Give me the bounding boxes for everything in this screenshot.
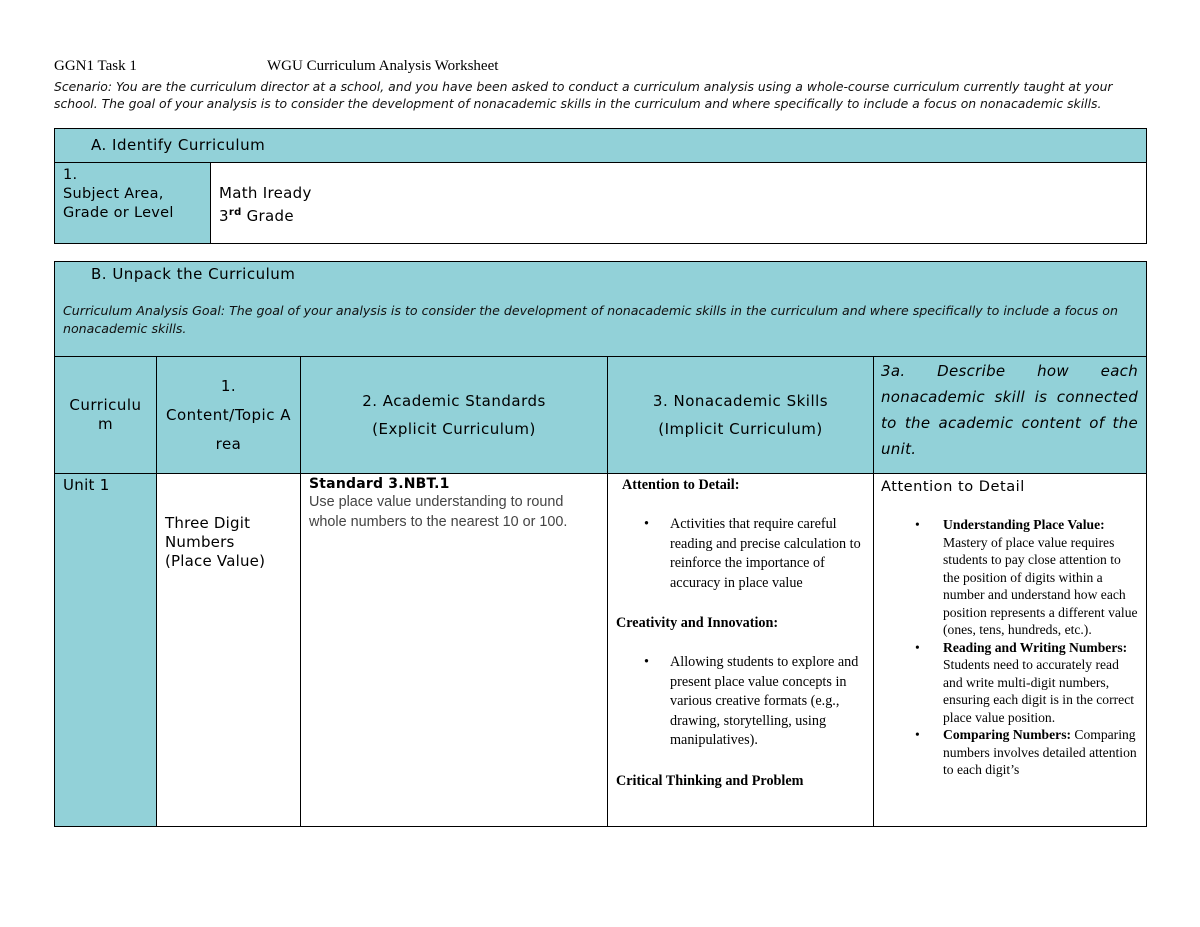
skill-critical-title: Critical Thinking and Problem: [616, 772, 804, 789]
describe-item-text: Students need to accurately read and write multi-digit numbers, ensuring each digit is in the correct place value position.: [943, 657, 1135, 725]
col-academic-line2: (Explicit Curriculum): [372, 420, 536, 438]
task-label: GGN1 Task 1: [54, 58, 137, 74]
skill-creativity-bullet: Allowing students to explore and present place value concepts in various creative formats (e.g., drawing, storytelling, using manipulatives).: [670, 654, 859, 748]
subject-area-label: [55, 163, 211, 244]
skill-attention-title: Attention to Detail:: [622, 477, 740, 493]
list-item: [644, 653, 867, 751]
list-item: [915, 726, 1140, 779]
grade-number: 3: [219, 207, 229, 225]
col-academic-standards: [301, 357, 608, 474]
standard-cell: [301, 474, 608, 827]
subject-area-line1: Subject Area,: [63, 186, 164, 202]
describe-item-title: Reading and Writing Numbers:: [943, 639, 1128, 655]
skill-attention-bullet: Activities that require careful reading and precise calculation to reinforce the importance of accuracy in place value: [670, 516, 861, 591]
bullet-icon: •: [915, 517, 920, 532]
col-content-label: Content/Topic Area: [166, 405, 291, 453]
col-academic-line1: 2. Academic Standards: [362, 392, 546, 410]
subject-area-value: [211, 163, 1147, 244]
describe-cell: [874, 474, 1147, 827]
list-item: [915, 516, 1140, 639]
topic-line1: Three Digit: [165, 514, 251, 532]
describe-item-title: Comparing Numbers:: [943, 727, 1072, 742]
col-describe-label: 3a. Describe how each nonacademic skill is connected to the academic content of the unit.: [881, 362, 1139, 458]
describe-list: [881, 516, 1140, 779]
col-describe: [874, 357, 1147, 474]
describe-item-text: Mastery of place value requires students to pay close attention to the position of digits within a number and understand how each position represents a different value (ones, tens, hundreds, etc.).: [943, 534, 1138, 637]
list-item: [915, 639, 1140, 727]
describe-item-title: Understanding Place Value:: [943, 517, 1105, 532]
topic-line2: Numbers: [165, 533, 235, 551]
unit-label: Unit 1: [63, 476, 110, 494]
subject-area-number: 1.: [63, 167, 78, 183]
col-nonacademic-line2: (Implicit Curriculum): [658, 420, 823, 438]
subject-name: Math Iready: [219, 184, 312, 202]
worksheet-title: WGU Curriculum Analysis Worksheet: [267, 58, 499, 74]
topic-line3: (Place Value): [165, 552, 266, 570]
col-nonacademic-skills: [608, 357, 874, 474]
skill-creativity-list: [616, 653, 867, 751]
bullet-icon: •: [915, 727, 920, 742]
section-a-title: A. Identify Curriculum: [55, 129, 1147, 163]
grade-word: Grade: [241, 207, 294, 225]
standard-text: Use place value understanding to round whole numbers to the nearest 10 or 100.: [309, 494, 568, 530]
nonacademic-skills-cell: [608, 474, 874, 827]
analysis-goal: Curriculum Analysis Goal: The goal of your analysis is to consider the development of nonacademic skills in the curriculum and where specifically to include a focus on nonacademic skills.: [63, 303, 1118, 336]
standard-title: Standard 3.NBT.1: [309, 476, 450, 492]
bullet-icon: •: [644, 516, 649, 532]
grade-level: [219, 203, 1146, 226]
scenario-text: Scenario: You are the curriculum director at a school, and you have been asked to conduct a curriculum analysis using a whole-course curriculum currently taught at your school. The goal of your analysis is to consider the development of nonacademic skills in the curriculum and where specifically to include a focus on nonacademic skills.: [54, 79, 1113, 111]
bullet-icon: •: [915, 639, 920, 655]
skill-attention-list: [616, 515, 867, 593]
skill-creativity-title: Creativity and Innovation:: [616, 615, 779, 631]
describe-title: Attention to Detail: [881, 478, 1025, 495]
subject-area-line2: Grade or Level: [63, 205, 174, 221]
col-curriculum: [55, 357, 157, 474]
topic-cell: [157, 474, 301, 827]
grade-suffix: rd: [228, 207, 242, 218]
section-b-title: B. Unpack the Curriculum: [91, 265, 296, 283]
col-nonacademic-line1: 3. Nonacademic Skills: [652, 392, 829, 410]
identify-curriculum-table: [54, 128, 1147, 244]
section-b-header: [55, 262, 1147, 357]
unit-cell: [55, 474, 157, 827]
col-content-topic: [157, 357, 301, 474]
describe-item-text: Comparing numbers involves detailed attention to each digit’s: [943, 727, 1137, 777]
col-curriculum-label: Curriculum: [69, 396, 142, 433]
col-content-number: 1.: [220, 376, 237, 395]
list-item: [644, 515, 867, 593]
bullet-icon: •: [644, 654, 649, 670]
unpack-curriculum-table: [54, 261, 1147, 827]
